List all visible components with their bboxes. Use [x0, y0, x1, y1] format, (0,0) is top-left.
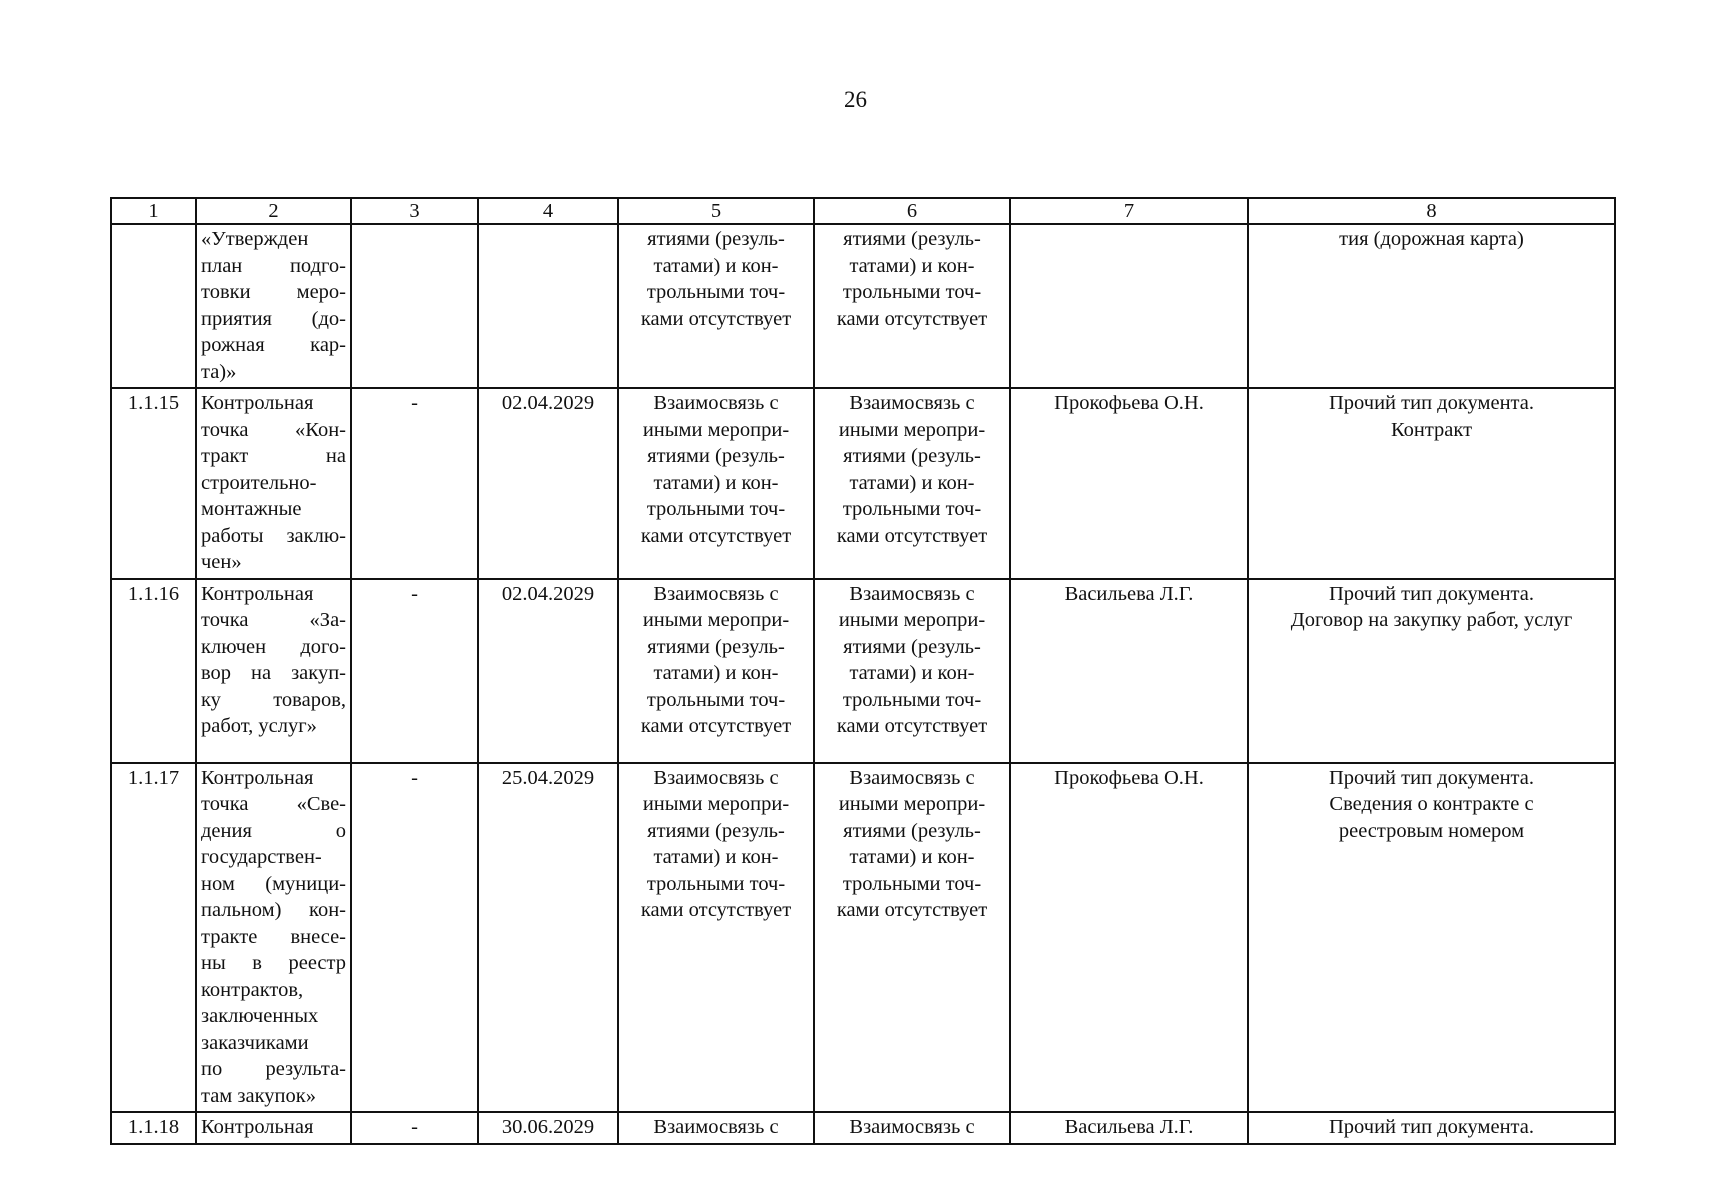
- date-cell: 02.04.2029: [478, 579, 618, 763]
- relation-cell: ятиями (резуль- татами) и кон- трольными точ- ками отсутствует: [814, 224, 1010, 388]
- relation-cell: Взаимосвязь с иными меропри- ятиями (резуль- татами) и кон- трольными точ- ками отсутствует: [618, 579, 814, 763]
- page-number: 26: [844, 87, 867, 112]
- column-header: 5: [618, 198, 814, 224]
- table-row: [111, 388, 1615, 579]
- table-row: [111, 763, 1615, 1113]
- item-number: 1.1.16: [111, 579, 196, 763]
- relation-cell: Взаимосвязь с иными меропри- ятиями (резуль- татами) и кон- трольными точ- ками отсутствует: [618, 763, 814, 1113]
- column-header: 6: [814, 198, 1010, 224]
- date-cell: [478, 224, 618, 388]
- col3-cell: -: [351, 763, 478, 1113]
- column-header: 7: [1010, 198, 1248, 224]
- relation-cell: Взаимосвязь с иными меропри- ятиями (резуль- татами) и кон- трольными точ- ками отсутствует: [814, 388, 1010, 579]
- column-header: 2: [196, 198, 351, 224]
- item-name: Контрольная: [196, 1112, 351, 1144]
- table-row: [111, 1112, 1615, 1144]
- document-cell: тия (дорожная карта): [1248, 224, 1615, 388]
- date-cell: 25.04.2029: [478, 763, 618, 1113]
- table-row: [111, 579, 1615, 763]
- date-cell: 02.04.2029: [478, 388, 618, 579]
- relation-cell: Взаимосвязь с иными меропри- ятиями (резуль- татами) и кон- трольными точ- ками отсутствует: [618, 388, 814, 579]
- relation-cell: Взаимосвязь с иными меропри- ятиями (резуль- татами) и кон- трольными точ- ками отсутствует: [814, 763, 1010, 1113]
- responsible-cell: Прокофьева О.Н.: [1010, 763, 1248, 1113]
- column-header: 1: [111, 198, 196, 224]
- responsible-cell: [1010, 224, 1248, 388]
- relation-cell: Взаимосвязь с иными меропри- ятиями (резуль- татами) и кон- трольными точ- ками отсутствует: [814, 579, 1010, 763]
- item-name: Контрольная точка «За- ключен дого- вор на закуп- ку товаров, работ, услуг»: [196, 579, 351, 763]
- item-name: «Утвержден план подго- товки меро- приятия (до- рожная кар- та)»: [196, 224, 351, 388]
- item-number: [111, 224, 196, 388]
- header-row: [111, 198, 1615, 224]
- document-cell: Прочий тип документа. Договор на закупку работ, услуг: [1248, 579, 1615, 763]
- col3-cell: [351, 224, 478, 388]
- date-cell: 30.06.2029: [478, 1112, 618, 1144]
- col3-cell: -: [351, 579, 478, 763]
- responsible-cell: Васильева Л.Г.: [1010, 1112, 1248, 1144]
- column-header: 4: [478, 198, 618, 224]
- column-header: 3: [351, 198, 478, 224]
- item-number: 1.1.18: [111, 1112, 196, 1144]
- relation-cell: Взаимосвязь с: [814, 1112, 1010, 1144]
- relation-cell: Взаимосвязь с: [618, 1112, 814, 1144]
- table-row: [111, 224, 1615, 388]
- col3-cell: -: [351, 388, 478, 579]
- document-cell: Прочий тип документа.: [1248, 1112, 1615, 1144]
- relation-cell: ятиями (резуль- татами) и кон- трольными точ- ками отсутствует: [618, 224, 814, 388]
- item-number: 1.1.15: [111, 388, 196, 579]
- item-number: 1.1.17: [111, 763, 196, 1113]
- item-name: Контрольная точка «Кон- тракт на строительно- монтажные работы заклю- чен»: [196, 388, 351, 579]
- item-name: Контрольная точка «Све- дения о государствен- ном (муници- пальном) кон- тракте внесе- ны в реестр контрактов, заключенных заказчиками по результа- там закупок»: [196, 763, 351, 1113]
- plan-table: [110, 197, 1616, 1145]
- responsible-cell: Прокофьева О.Н.: [1010, 388, 1248, 579]
- column-header: 8: [1248, 198, 1615, 224]
- responsible-cell: Васильева Л.Г.: [1010, 579, 1248, 763]
- document-cell: Прочий тип документа. Контракт: [1248, 388, 1615, 579]
- col3-cell: -: [351, 1112, 478, 1144]
- document-cell: Прочий тип документа. Сведения о контракте с реестровым номером: [1248, 763, 1615, 1113]
